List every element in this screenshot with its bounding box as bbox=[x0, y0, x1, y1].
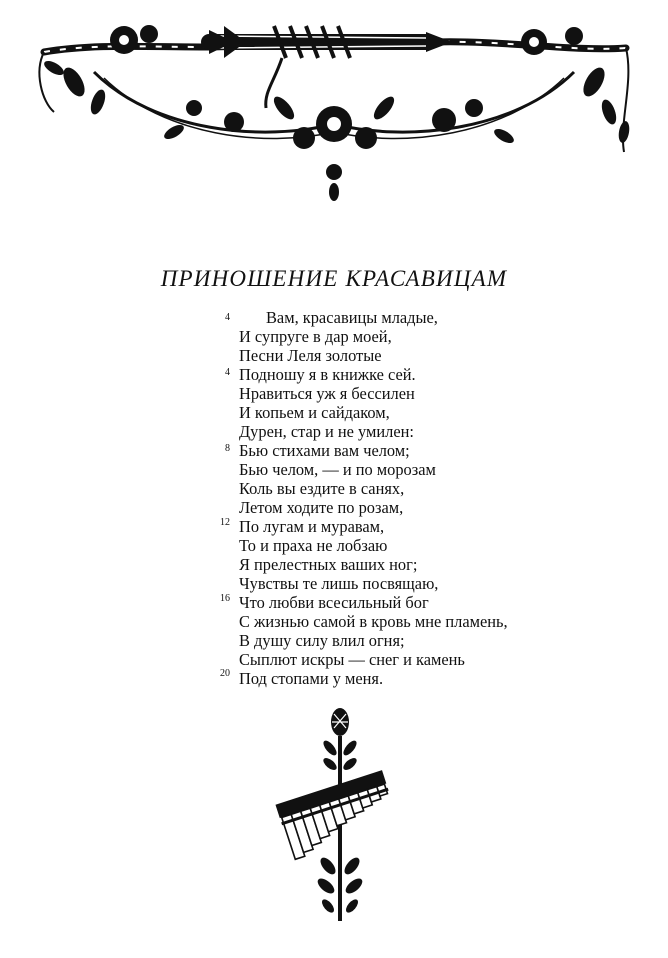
poem-line: То и праха не лобзаю bbox=[239, 536, 388, 555]
poem-line: Песни Леля золотые bbox=[239, 346, 382, 365]
poem-line: Вам, красавицы младые, bbox=[266, 308, 438, 327]
poem-line: Подношу я в книжке сей. bbox=[239, 365, 416, 384]
line-number: 12 bbox=[220, 517, 230, 528]
poem-line: Я прелестных ваших ног; bbox=[239, 555, 418, 574]
poem-title: ПРИНОШЕНИЕ КРАСАВИЦАМ bbox=[160, 266, 508, 291]
poem-line: По лугам и муравам, bbox=[239, 517, 385, 536]
poem-line: Бью стихами вам челом; bbox=[239, 441, 410, 460]
poem-line: Дурен, стар и не умилен: bbox=[239, 422, 414, 441]
line-number: 4 bbox=[225, 312, 230, 323]
poem-line: Нравиться уж я бессилен bbox=[239, 384, 415, 403]
poem-line: С жизнью самой в кровь мне пламень, bbox=[239, 612, 508, 631]
poem-line: Чувствы те лишь посвящаю, bbox=[239, 574, 439, 593]
poem-line: И копьем и сайдаком, bbox=[239, 403, 390, 422]
poem-line: В душу силу влил огня; bbox=[239, 631, 405, 650]
poem-body bbox=[0, 308, 668, 692]
line-number: 4 bbox=[225, 367, 230, 378]
poem-line: Летом ходите по розам, bbox=[239, 498, 404, 517]
poem-line: Бью челом, — и по морозам bbox=[239, 460, 436, 479]
poem-line: Что любви всесильный бог bbox=[239, 593, 429, 612]
floral-garland-headpiece-icon bbox=[34, 12, 634, 202]
line-number: 16 bbox=[220, 593, 230, 604]
poem-line: Под стопами у меня. bbox=[239, 669, 384, 688]
poem-line: И супруге в дар моей, bbox=[239, 327, 392, 346]
line-number: 8 bbox=[225, 443, 230, 454]
poem-line: Сыплют искры — снег и камень bbox=[239, 650, 465, 669]
pan-flute-tailpiece-icon bbox=[268, 706, 408, 928]
line-number: 20 bbox=[220, 668, 230, 679]
poem-line: Коль вы ездите в санях, bbox=[239, 479, 405, 498]
